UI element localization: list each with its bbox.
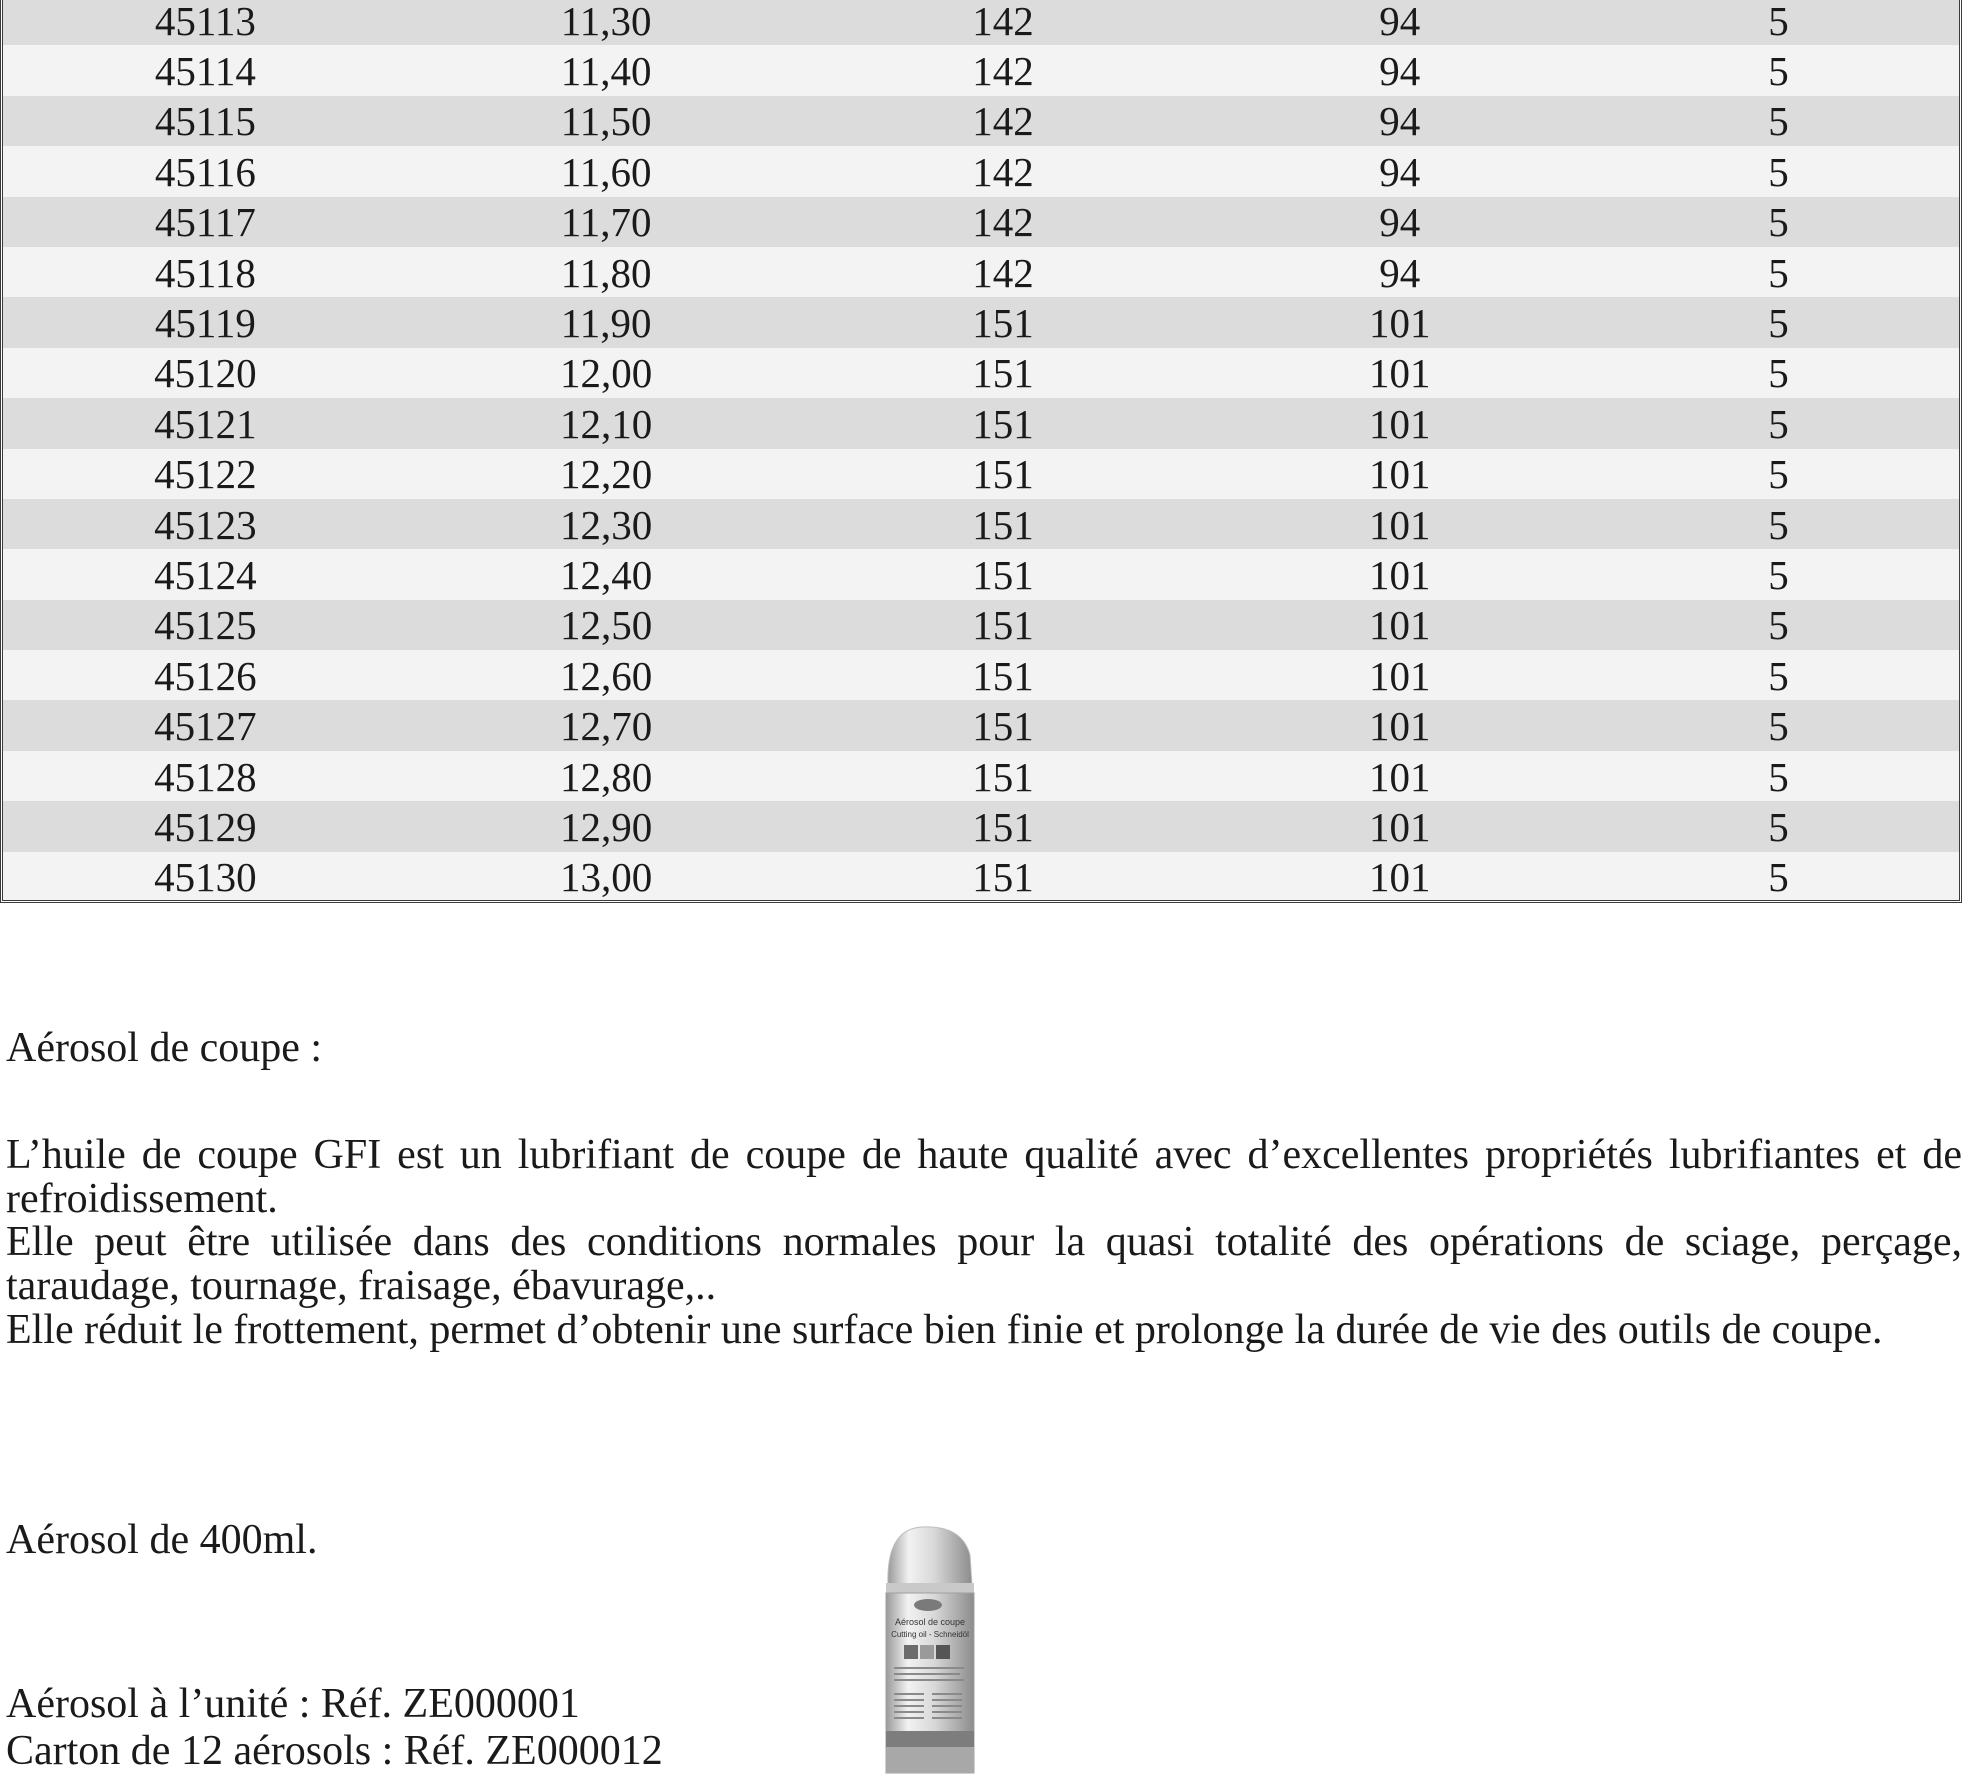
table-cell: 45121	[154, 400, 257, 447]
table-cell: 101	[1368, 703, 1431, 750]
table-row	[3, 801, 1959, 851]
table-cell: 45123	[154, 501, 257, 548]
table-cell: 5	[1768, 501, 1789, 548]
table-cell: 12,00	[560, 350, 653, 397]
table-cell: 45120	[154, 350, 257, 397]
table-cell: 11,50	[560, 98, 652, 145]
reference-unit: Aérosol à l’unité : Réf. ZE000001	[6, 1681, 580, 1727]
table-cell: 101	[1368, 300, 1431, 347]
table-cell: 5	[1768, 551, 1789, 598]
description-paragraph: L’huile de coupe GFI est un lubrifiant de coupe de haute qualité avec d’excellentes propriétés lubrifiantes et de refroidissement.	[6, 1132, 1962, 1222]
table-cell: 5	[1768, 48, 1789, 95]
table-cell: 11,60	[560, 148, 652, 195]
table-cell: 45128	[154, 753, 257, 800]
table-cell: 151	[972, 300, 1034, 347]
table-row	[3, 297, 1959, 347]
table-cell: 45125	[154, 602, 257, 649]
table-cell: 45127	[154, 703, 257, 750]
table-cell: 151	[972, 501, 1034, 548]
description-paragraph: Elle peut être utilisée dans des conditions normales pour la quasi totalité des opérations de sciage, perçage, taraudage, tournage, fraisage, ébavurage,..	[6, 1219, 1962, 1310]
table-cell: 12,60	[560, 652, 653, 699]
table-cell: 94	[1379, 98, 1421, 145]
can-label-line1: Aérosol de coupe	[894, 1617, 966, 1627]
table-cell: 12,80	[560, 753, 653, 800]
can-label-line2: Cutting oil - Schneidöl	[891, 1630, 969, 1639]
table-row	[3, 398, 1959, 448]
table-cell: 12,30	[560, 501, 653, 548]
table-row	[3, 96, 1959, 146]
table-cell: 45130	[154, 854, 257, 901]
table-cell: 101	[1368, 501, 1431, 548]
table-cell: 142	[972, 199, 1034, 246]
table-cell: 151	[972, 803, 1034, 850]
table-cell: 94	[1379, 0, 1421, 44]
table-cell: 12,50	[560, 602, 653, 649]
table-cell: 12,40	[560, 551, 653, 598]
table-cell: 5	[1768, 803, 1789, 850]
table-cell: 142	[972, 0, 1034, 44]
reference-carton: Carton de 12 aérosols : Réf. ZE000012	[6, 1728, 663, 1774]
table-cell: 151	[972, 451, 1034, 498]
spec-table-body	[3, 0, 1959, 902]
table-cell: 101	[1368, 753, 1431, 800]
table-cell: 94	[1379, 199, 1421, 246]
description-paragraph: Elle réduit le frottement, permet d’obtenir une surface bien finie et prolonge la durée de vie des outils de coupe.	[6, 1306, 1883, 1353]
table-cell: 151	[972, 602, 1034, 649]
table-row	[3, 197, 1959, 247]
table-cell: 5	[1768, 753, 1789, 800]
table-cell: 5	[1768, 98, 1789, 145]
table-cell: 5	[1768, 0, 1789, 44]
table-cell: 151	[972, 854, 1034, 901]
table-cell: 45118	[154, 249, 256, 296]
table-cell: 151	[972, 551, 1034, 598]
table-cell: 5	[1768, 350, 1789, 397]
table-cell: 142	[972, 148, 1034, 195]
table-cell: 101	[1368, 602, 1431, 649]
table-cell: 101	[1368, 451, 1431, 498]
table-cell: 45119	[154, 300, 256, 347]
table-cell: 5	[1768, 451, 1789, 498]
table-cell: 151	[972, 703, 1034, 750]
table-cell: 11,70	[560, 199, 652, 246]
table-cell: 45116	[154, 148, 256, 195]
table-row	[3, 0, 1959, 45]
table-cell: 101	[1368, 400, 1431, 447]
table-cell: 151	[972, 400, 1034, 447]
table-cell: 101	[1368, 350, 1431, 397]
table-cell: 11,80	[560, 249, 652, 296]
table-cell: 142	[972, 249, 1034, 296]
table-cell: 5	[1768, 199, 1789, 246]
table-cell: 5	[1768, 703, 1789, 750]
table-row	[3, 751, 1959, 801]
spray-can-photo	[882, 1525, 976, 1777]
table-row	[3, 449, 1959, 499]
table-cell: 5	[1768, 602, 1789, 649]
table-row	[3, 549, 1959, 599]
table-cell: 5	[1768, 854, 1789, 901]
table-row	[3, 348, 1959, 398]
table-cell: 151	[972, 350, 1034, 397]
table-cell: 94	[1379, 249, 1421, 296]
table-cell: 5	[1768, 652, 1789, 699]
table-cell: 12,70	[560, 703, 653, 750]
product-description	[6, 1134, 1962, 1352]
table-cell: 142	[972, 98, 1034, 145]
table-cell: 5	[1768, 300, 1789, 347]
table-cell: 12,20	[560, 451, 653, 498]
table-row	[3, 45, 1959, 95]
table-cell: 11,90	[560, 300, 652, 347]
table-cell: 45117	[154, 199, 256, 246]
table-cell: 45124	[154, 551, 257, 598]
table-cell: 5	[1768, 400, 1789, 447]
table-cell: 101	[1368, 803, 1431, 850]
table-cell: 101	[1368, 551, 1431, 598]
table-cell: 5	[1768, 148, 1789, 195]
table-cell: 45126	[154, 652, 257, 699]
table-cell: 101	[1368, 652, 1431, 699]
table-cell: 11,40	[560, 48, 652, 95]
table-cell: 45129	[154, 803, 257, 850]
table-cell: 12,90	[560, 803, 653, 850]
table-row	[3, 247, 1959, 297]
table-row	[3, 650, 1959, 700]
table-cell: 45113	[154, 0, 256, 44]
table-cell: 142	[972, 48, 1034, 95]
table-cell: 13,00	[560, 854, 653, 901]
table-cell: 151	[972, 652, 1034, 699]
table-cell: 5	[1768, 249, 1789, 296]
table-row	[3, 600, 1959, 650]
table-cell: 45122	[154, 451, 257, 498]
table-cell: 94	[1379, 148, 1421, 195]
table-cell: 45114	[154, 48, 256, 95]
table-cell: 151	[972, 753, 1034, 800]
table-cell: 11,30	[560, 0, 652, 44]
table-cell: 94	[1379, 48, 1421, 95]
section-heading: Aérosol de coupe :	[6, 1025, 323, 1071]
table-row	[3, 499, 1959, 549]
table-row	[3, 146, 1959, 196]
table-cell: 12,10	[560, 400, 653, 447]
table-cell: 101	[1368, 854, 1431, 901]
table-row	[3, 852, 1959, 902]
table-cell: 45115	[154, 98, 256, 145]
aerosol-volume: Aérosol de 400ml.	[6, 1517, 318, 1563]
table-row	[3, 700, 1959, 750]
